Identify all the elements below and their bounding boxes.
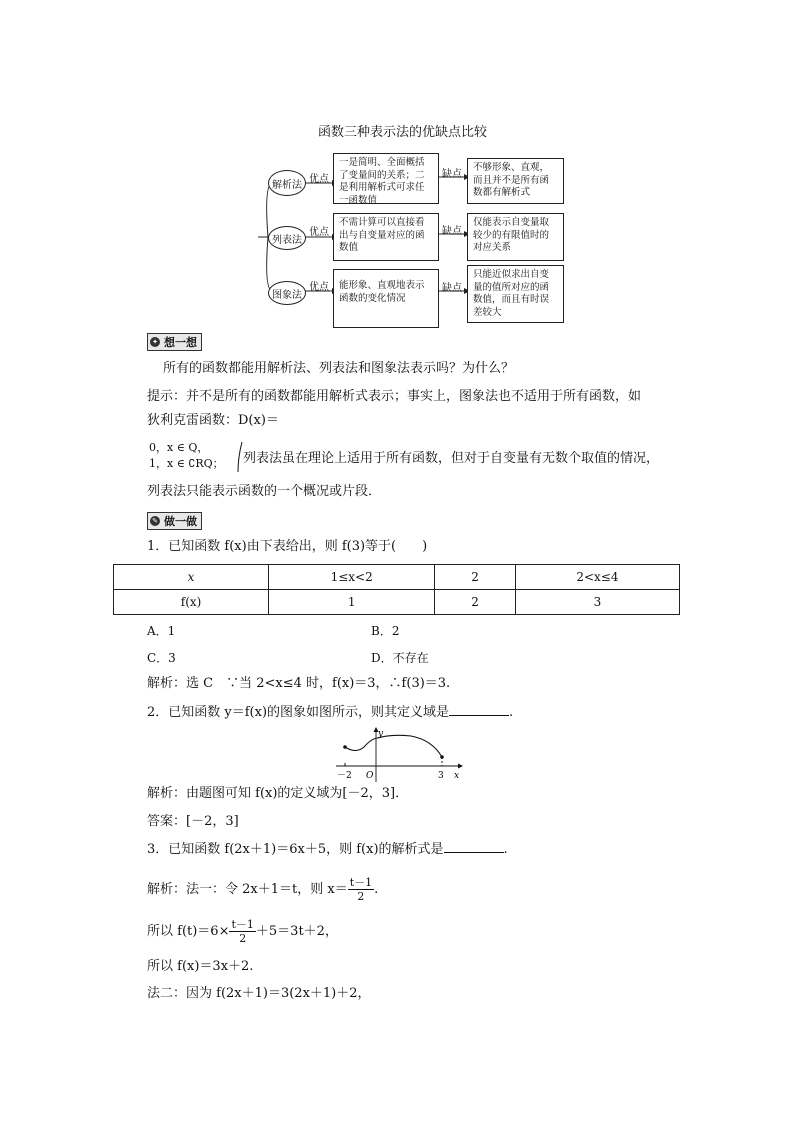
con-label-analytic: 缺点 [442, 169, 462, 180]
table-row [114, 565, 680, 590]
table-cell: 1 [269, 590, 435, 615]
answer-3-line1: 解析：法一：令 2x＋1＝t，则 x＝ $\frac{t-1}{2}$ . [147, 876, 379, 903]
answer-blank [444, 840, 504, 853]
option-c: C．3 [147, 651, 176, 665]
method-analytic: 解析法 [268, 170, 306, 196]
question-2: 2．已知函数 y＝f(x)的图象如图所示，则其定义域是 . [147, 705, 514, 720]
y-axis-label: y [378, 729, 384, 739]
table-cell: 1≤x<2 [269, 565, 435, 590]
pro-label-tabular: 优点 [309, 227, 329, 238]
table-cell: x [114, 565, 269, 590]
diagram-title: 函数三种表示法的优缺点比较 [318, 125, 488, 140]
case-1: 0，x ∈ Q， [149, 441, 209, 454]
pro-box-graphic: 能形象、直观地表示函数的变化情况 [333, 269, 439, 328]
con-box-tabular: 仅能表示自变量取较少的有限值时的对应关系 [467, 213, 564, 261]
method-graphic: 图象法 [268, 281, 306, 305]
fraction: $\frac{t-1}{2}$ [349, 876, 373, 903]
fraction: $\frac{t-1}{2}$ [231, 918, 254, 945]
con-box-graphic: 只能近似求出自变量的值所对应的函数值，而且有时误差较大 [467, 265, 564, 323]
pro-box-analytic: 一是简明、全面概括了变量间的关系；二是利用解析式可求任一函数值 [333, 153, 439, 204]
table-row [114, 590, 680, 615]
x-max-label: 3 [438, 771, 444, 781]
x-axis-label: x [454, 771, 460, 781]
answer-blank [449, 703, 509, 716]
pro-box-tabular: 不需计算可以直接看出与自变量对应的函数值 [333, 213, 439, 261]
pro-label-analytic: 优点 [309, 174, 329, 185]
table-cell: 3 [515, 590, 679, 615]
think-hint-line3: 列表法虽在理论上适用于所有函数，但对于自变量有无数个取值的情况， [243, 451, 660, 466]
think-question: 所有的函数都能用解析法、列表法和图象法表示吗？为什么？ [163, 361, 515, 376]
table-cell: 2 [435, 565, 516, 590]
con-box-analytic: 不够形象、直观，而且并不是所有函数都有解析式 [467, 158, 564, 204]
con-label-graphic: 缺点 [442, 283, 462, 294]
option-d: D．不存在 [371, 651, 429, 665]
x-min-label: －2 [337, 771, 352, 781]
answer-1: 解析：选 C ∵当 2<x≤4 时，f(x)＝3，∴f(3)＝3. [147, 676, 451, 691]
answer-3-line3: 所以 f(x)＝3x＋2. [147, 959, 254, 974]
piecewise-cases [147, 440, 247, 474]
option-a: A．1 [147, 624, 176, 638]
pencil-icon: ✎ [150, 516, 160, 526]
function-graph [336, 726, 466, 784]
think-hint-line1: 提示：并不是所有的函数都能用解析式表示；事实上，图象法也不适用于所有函数，如 [147, 389, 642, 404]
table-cell: 2<x≤4 [515, 565, 679, 590]
table-cell: 2 [435, 590, 516, 615]
answer-2: 答案：[－2，3] [147, 814, 239, 829]
method-tabular: 列表法 [268, 226, 306, 250]
lightbulb-icon: ✦ [150, 337, 160, 347]
question-1: 1．已知函数 f(x)由下表给出，则 f(3)等于( ) [147, 539, 428, 554]
origin-label: O [366, 771, 374, 781]
con-label-tabular: 缺点 [442, 226, 462, 237]
think-tag: ✦ 想一想 [147, 333, 202, 351]
answer-2-analysis: 解析：由题图可知 f(x)的定义域为[－2，3]． [147, 786, 409, 801]
question-3: 3．已知函数 f(2x＋1)＝6x＋5，则 f(x)的解析式是 . [147, 842, 508, 857]
answer-3-line2: 所以 f(t)＝6× $\frac{t-1}{2}$ ＋5＝3t＋2， [147, 918, 338, 945]
case-2: 1，x ∈ ∁RQ； [149, 457, 224, 470]
pro-label-graphic: 优点 [309, 282, 329, 293]
think-hint-line2: 狄利克雷函数：D(x)＝ [147, 413, 279, 428]
think-hint-line4: 列表法只能表示函数的一个概况或片段． [147, 484, 382, 499]
table-cell: f(x) [114, 590, 269, 615]
do-tag: ✎ 做一做 [147, 512, 202, 530]
answer-3-line4: 法二：因为 f(2x＋1)＝3(2x＋1)＋2， [147, 986, 371, 1001]
option-b: B．2 [371, 624, 400, 638]
function-table [113, 564, 680, 615]
